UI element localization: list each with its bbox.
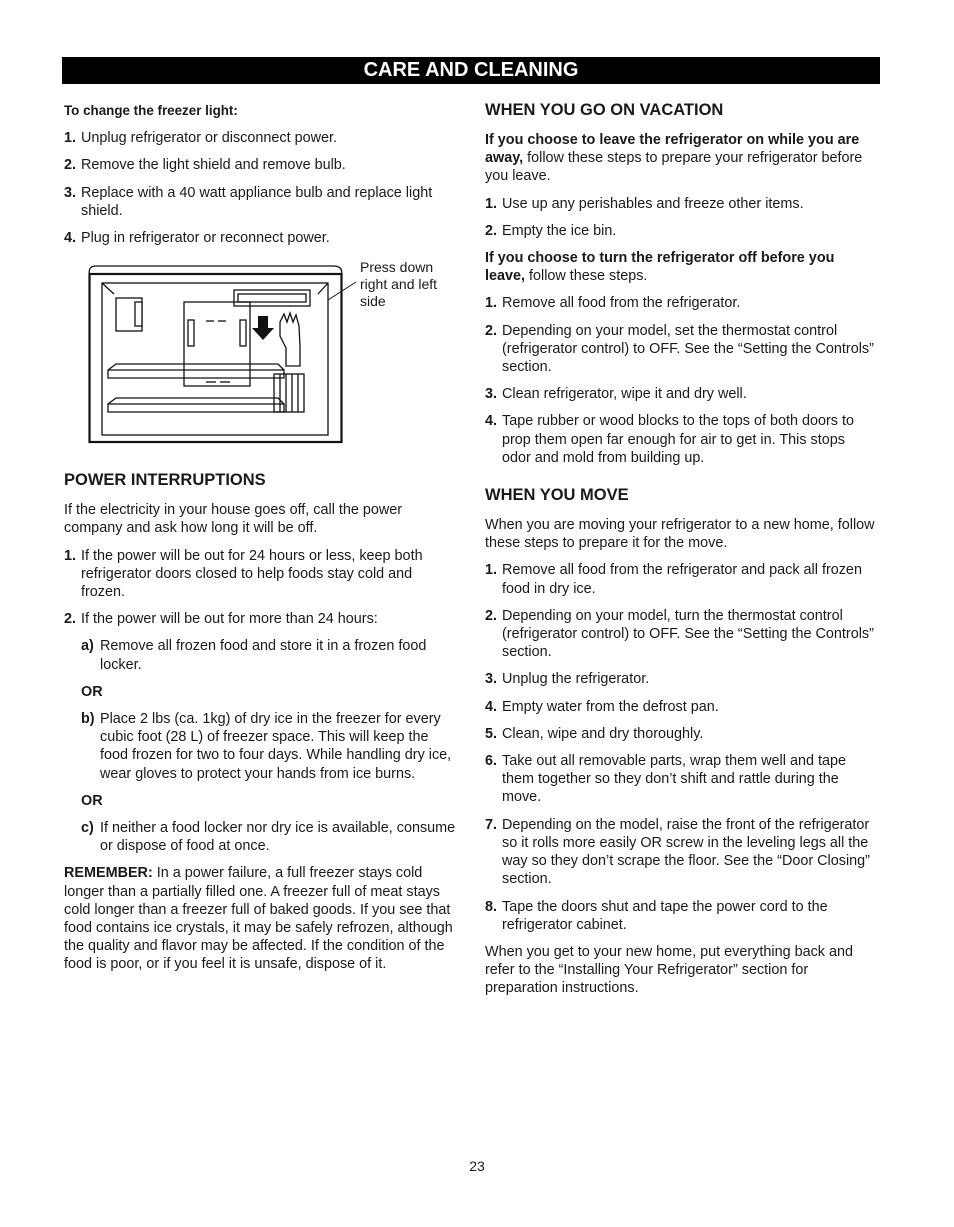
vacation-on-intro: If you choose to leave the refrigerator on while you are away, follow these steps to prepare your refrigerator before you leave. [485, 132, 863, 185]
vacation-off-intro: If you choose to turn the refrigerator off before you leave, follow these steps. [485, 250, 835, 285]
list-item: 6. Take out all removable parts, wrap them well and tape them together so they don’t shift and rattle during the move. [485, 753, 846, 806]
list-item: 4. Empty water from the defrost pan. [485, 698, 719, 715]
list-item: 1. Use up any perishables and freeze other items. [485, 195, 804, 212]
freezer-light-title: To change the freezer light: [64, 103, 238, 118]
or-label: OR [81, 792, 103, 809]
list-item: 2. Remove the light shield and remove bulb. [64, 157, 346, 174]
page-number: 23 [469, 1158, 485, 1174]
page-title: CARE AND CLEANING [62, 57, 880, 84]
list-item: 2. Depending on your model, set the thermostat control (refrigerator control) to OFF. See the “Setting the Controls” section. [485, 322, 874, 376]
list-item: 3. Replace with a 40 watt appliance bulb and replace light shield. [64, 184, 433, 219]
list-item: 1. Remove all food from the refrigerator and pack all frozen food in dry ice. [485, 562, 862, 597]
list-item: b) Place 2 lbs (ca. 1kg) of dry ice in the freezer for every cubic foot (28 L) of freezer space. This will keep the food frozen for two to four days. While handling dry ice, wear gloves to protect your hands from ice burns. [81, 711, 452, 782]
remember-note: REMEMBER: In a power failure, a full freezer stays cold longer than a partially filled one. A freezer full of meat stays cold longer than a freezer full of baked goods. If you see that food contains ice crystals, it may be safely refrozen, although the quality and flavor may be affected. If the condition of the food is poor, or if you feel it is unsafe, dispose of it. [64, 865, 453, 973]
vacation-heading: WHEN YOU GO ON VACATION [485, 101, 724, 119]
list-item: 5. Clean, wipe and dry thoroughly. [485, 725, 704, 742]
power-interruptions-heading: POWER INTERRUPTIONS [64, 471, 266, 490]
list-item: 1. Unplug refrigerator or disconnect power. [64, 130, 337, 147]
list-item: 4. Tape rubber or wood blocks to the tops of both doors to prop them open far enough for air to get in. This stops odor and mold from building up. [485, 413, 854, 466]
freezer-interior-illustration [88, 256, 378, 446]
right-column [485, 100, 877, 1007]
list-item: 2. Depending on your model, turn the thermostat control (refrigerator control) to OFF. See the “Setting the Controls” section. [485, 607, 874, 661]
list-item: 1. If the power will be out for 24 hours or less, keep both refrigerator doors closed to help foods stay cold and frozen. [64, 547, 423, 601]
freezer-light-figure [64, 256, 458, 446]
list-item: 7. Depending on the model, raise the front of the refrigerator so it rolls more easily OR screw in the leveling legs all the way so they don’t scrape the floor. See the “Door Closing” section. [485, 816, 870, 888]
list-item: 3. Unplug the refrigerator. [485, 671, 650, 688]
left-column [64, 100, 458, 983]
move-heading: WHEN YOU MOVE [485, 486, 629, 505]
move-outro: When you get to your new home, put everything back and refer to the “Installing Your Refrigerator” section for preparation instructions. [485, 943, 853, 997]
list-item: 2. Empty the ice bin. [485, 222, 617, 239]
list-item: 8. Tape the doors shut and tape the power cord to the refrigerator cabinet. [485, 898, 828, 933]
move-intro: When you are moving your refrigerator to a new home, follow these steps to prepare it for the move. [485, 517, 875, 552]
figure-caption: Press down right and left side [360, 259, 438, 310]
list-item: c) If neither a food locker nor dry ice is available, consume or dispose of food at once. [81, 820, 456, 855]
list-item: 1. Remove all food from the refrigerator. [485, 295, 741, 312]
or-label: OR [81, 683, 103, 700]
power-intro: If the electricity in your house goes off, call the power company and ask how long it will be off. [64, 502, 403, 537]
list-item: a) Remove all frozen food and store it in a frozen food locker. [81, 638, 427, 673]
list-item: 3. Clean refrigerator, wipe it and dry well. [485, 386, 747, 403]
list-item: 4. Plug in refrigerator or reconnect power. [64, 230, 330, 247]
list-item: 2. If the power will be out for more than 24 hours: [64, 611, 378, 628]
